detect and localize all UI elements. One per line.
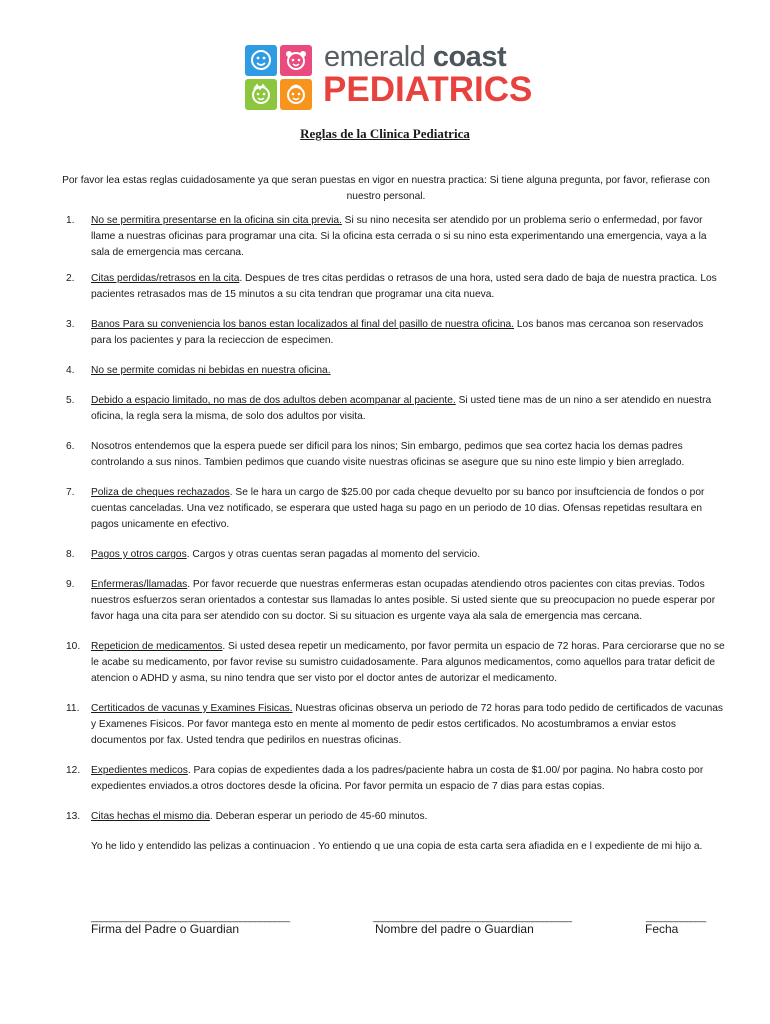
rule-heading: Citas hechas el mismo dia: [91, 811, 210, 822]
rule-number: 5.: [66, 395, 75, 406]
logo-tile-blue: [245, 45, 277, 76]
rule-description: Nosotros entendemos que la espera puede ser dificil para los ninos; Sin embargo, pedimos que sea cortez hacia los demas padres controlando a sus ninos. Tambien pedimos que cuando visite nuestras oficinas se asegure que su nino este limpio y bien arreglado.: [91, 441, 685, 468]
rule-number: 6.: [66, 441, 75, 452]
rule-description: Los banos mas cercanoa son reservados para los pacientes y para la recieccion de especimen.: [91, 319, 704, 346]
rule-heading: Banos Para su conveniencia los banos estan localizados al final del pasillo de nuestra oficina.: [91, 319, 515, 330]
rule-heading: Citas perdidas/retrasos en la cita: [91, 273, 240, 284]
parent-signature-label: Firma del Padre o Guardian: [91, 922, 240, 936]
rule-number: 10.: [66, 641, 81, 652]
rule-text: [91, 393, 726, 425]
rule-description: . Despues de tres citas perdidas o retrasos de una hora, usted sera dado de baja de nuestra practica. Los pacientes retrasados mas de 15 minutos a su cita tendran que programar una cita nueva.: [91, 273, 717, 300]
date-label: Fecha: [645, 922, 679, 936]
rule-text: [91, 485, 726, 533]
rule-text: [91, 763, 726, 795]
rule-heading: Poliza de cheques rechazados: [91, 487, 230, 498]
rule-text: [91, 317, 726, 349]
rule-text: [91, 809, 726, 825]
rule-description: . Deberan esperar un periodo de 45-60 minutos.: [209, 811, 428, 822]
rule-description: . Para copias de expedientes dada a los padres/paciente habra un costa de $1.00/ por pagina. No habra costo por expedientes enviados.a otros doctores desde la oficina. Por favor permita un espacio de 7 dias para estas copias.: [91, 765, 704, 792]
logo-kids-tiles: [245, 45, 313, 111]
rule-number: 2.: [66, 273, 75, 284]
rule-number: 11.: [66, 703, 80, 714]
rule-heading: Expedientes medicos: [91, 765, 188, 776]
rule-number: 12.: [66, 765, 81, 776]
rule-heading: Enfermeras/llamadas: [91, 579, 188, 590]
rule-number: 3.: [66, 319, 75, 330]
acknowledgment-statement: Yo he lido y entendido las pelizas a continuacion . Yo entiendo q ue una copia de esta carta sera afiadida en e l expediente de mi hijo a.: [91, 841, 703, 852]
rule-number: 8.: [66, 549, 75, 560]
rule-description: . Si usted desea repetir un medicamento, por favor permita un espacio de 72 horas. Para cerciorarse que no se le acabe su medicamento, por favor revise su sumistro cuidadosamente. Para algunos medicamentos, como aquellos para tratar deficit de atencion o ADHD y asma, su nino tendra que ser visto por el doctor antes de autorizar el medicamento.: [91, 641, 725, 684]
logo-pediatrics: PEDIATRICS: [323, 70, 533, 109]
rule-number: 13.: [66, 811, 81, 822]
logo-tile-orange: [280, 79, 312, 110]
date-line[interactable]: ____________: [646, 912, 706, 923]
rule-heading: No se permite comidas ni bebidas en nuestra oficina.: [91, 365, 331, 376]
parent-name-line[interactable]: ________________________________________: [373, 912, 572, 923]
document-title: Reglas de la Clinica Pediatrica: [300, 126, 470, 141]
rule-text: [91, 547, 726, 563]
rule-description: . Por favor recuerde que nuestras enfermeras estan ocupadas atendiendo otros pacientes con citas previas. Todos nuestros esfuerzos seran orientados a contestar sus llamadas lo antes posible. Si usted siente que su preocupacion no puede esperar por favor haga una cita para ser atendido con su doctor. Si su situacion es urgente vaya ala sala de emergencia mas cercana.: [91, 579, 716, 622]
rule-heading: Repeticion de medicamentos: [91, 641, 223, 652]
rule-number: 1.: [66, 215, 75, 226]
rule-heading: Certiticados de vacunas y Examines Fisicas.: [91, 703, 293, 714]
logo-coast: coast: [432, 41, 507, 73]
clinic-logo: [245, 41, 533, 115]
parent-name-label: Nombre del padre o Guardian: [375, 922, 534, 936]
rule-text: [91, 213, 726, 261]
rule-heading: Debido a espacio limitado, no mas de dos adultos deben acompanar al paciente.: [91, 395, 456, 406]
intro-paragraph: Por favor lea estas reglas cuidadosamente ya que seran puestas en vigor en nuestra practica: Si tiene alguna pregunta, por favor, refierase con nuestro personal.: [62, 175, 710, 202]
rule-text: [91, 577, 726, 625]
rule-text: [91, 701, 726, 749]
rule-text: [91, 439, 726, 471]
logo-tile-pink: [280, 45, 312, 76]
rule-description: Si usted tiene mas de un nino a ser atendido en nuestra oficina, la regla sera la misma, de solo dos adultos por visita.: [91, 395, 712, 422]
rule-description: Nuestras oficinas observa un periodo de 72 horas para todo pedido de certificados de vacunas y Examenes Fisicos. Por favor mantega esto en mente al momento de pedir estos certificados. No acostumbramos a enviar estos documentos por fax. Usted tendra que pedirilos en nuestras oficinas.: [91, 703, 723, 746]
rule-heading: Pagos y otros cargos: [91, 549, 187, 560]
rule-number: 7.: [66, 487, 75, 498]
rule-text: [91, 271, 726, 303]
rule-description: Si su nino necesita ser atendido por un problema serio o enfermedad, por favor llame a nuestras oficinas para programar una cita. Si la oficina esta cerrada o si su nino esta experimentando una emergencia, vaya a la sala de emergencia mas cercana.: [91, 215, 707, 258]
parent-signature-line[interactable]: ________________________________________: [91, 912, 290, 923]
rule-text: [91, 639, 726, 687]
logo-emerald: emerald: [324, 41, 426, 73]
rule-description: . Cargos y otras cuentas seran pagadas al momento del servicio.: [186, 549, 481, 560]
rule-heading: No se permitira presentarse en la oficina sin cita previa.: [91, 215, 342, 226]
rule-number: 9.: [66, 579, 75, 590]
logo-tile-green: [245, 79, 277, 110]
rule-text: [91, 363, 726, 379]
rule-description: . Se le hara un cargo de $25.00 por cada cheque devuelto por su banco por insuftciencia de fondos o por cuentas canceladas. Una vez notificado, se esperara que usted haga su pago en un periodo de 10 dias. Ofensas repetidas resultara en pagos unicamente en efectivo.: [91, 487, 705, 530]
rule-number: 4.: [66, 365, 75, 376]
